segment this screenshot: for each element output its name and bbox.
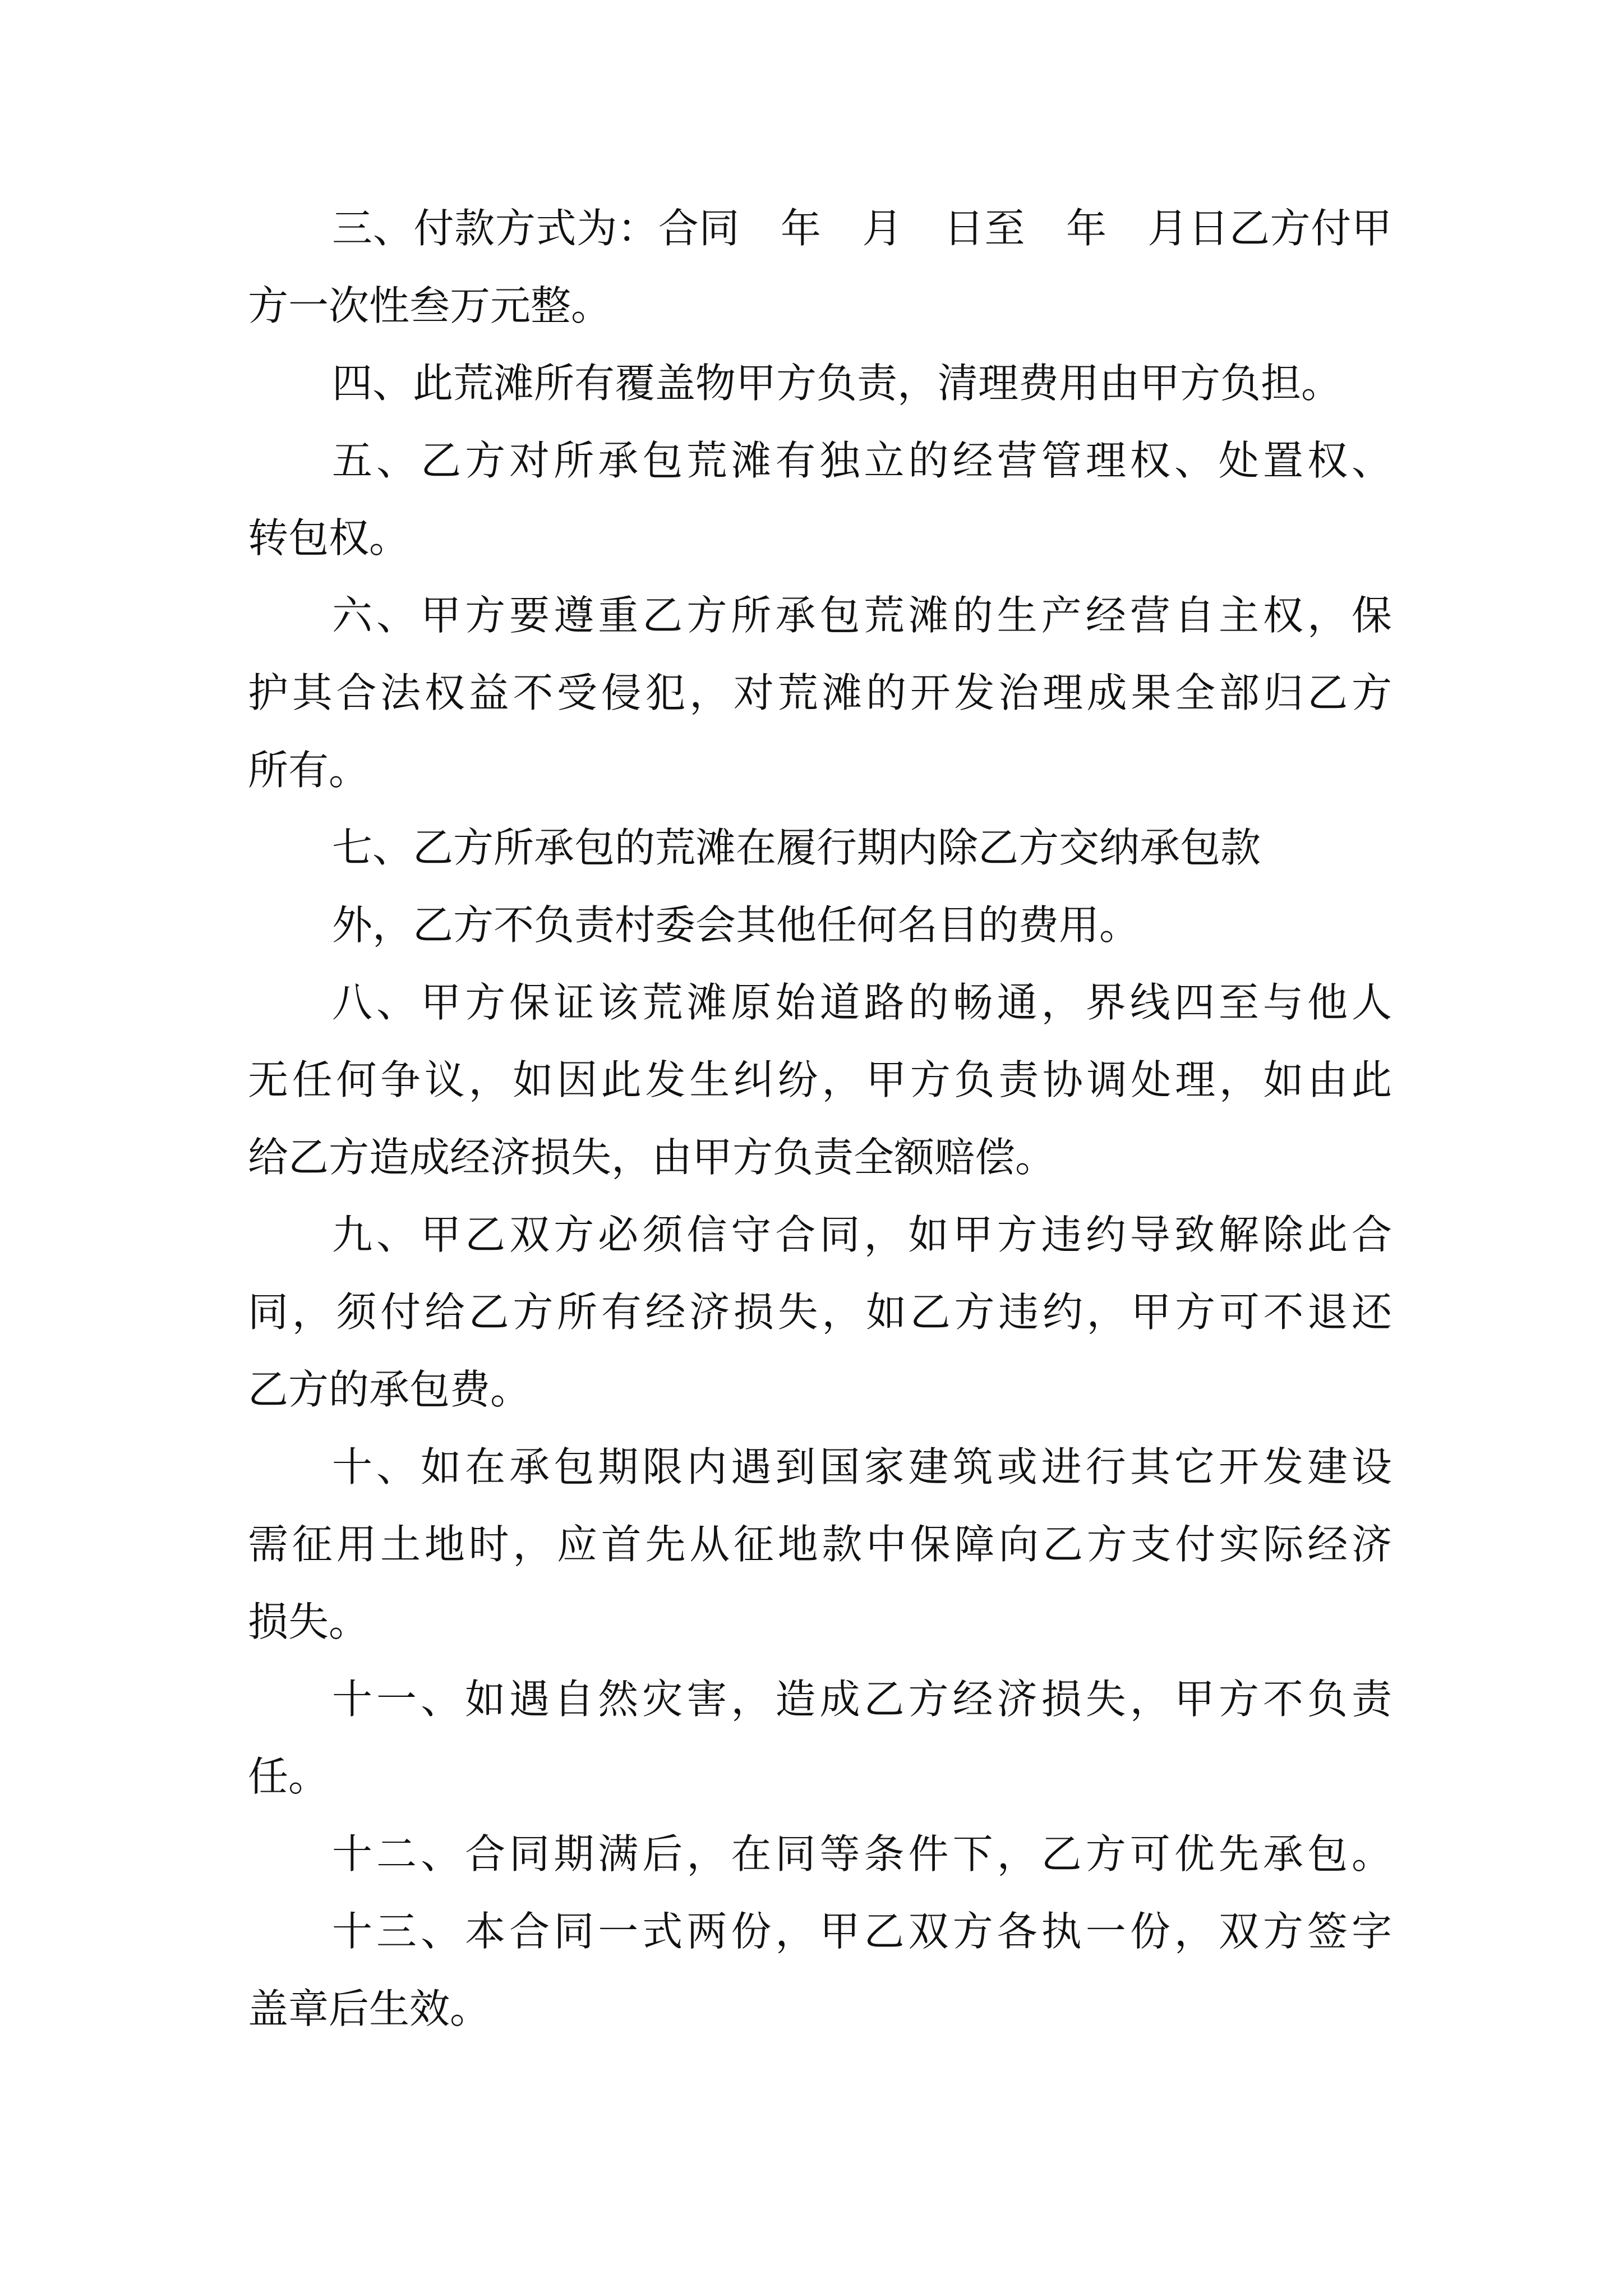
clause-5-line-2: 转包权。 — [248, 514, 410, 562]
clause-11-line-1: 十一、如遇自然灾害，造成乙方经济损失，甲方不负责 — [332, 1676, 1392, 1723]
clause-3 — [248, 190, 1392, 344]
clause-12-line-1: 十二、合同期满后，在同等条件下，乙方可优先承包。 — [332, 1830, 1392, 1878]
contract-text — [248, 190, 1392, 2047]
clause-8-line-2: 无任何争议，如因此发生纠纷，甲方负责协调处理，如由此 — [248, 1056, 1392, 1103]
clause-5 — [248, 422, 1392, 577]
clause-7-line-2: 外，乙方不负责村委会其他任何名目的费用。 — [332, 901, 1140, 949]
clause-4-line-1: 四、此荒滩所有覆盖物甲方负责，清理费用由甲方负担。 — [332, 360, 1342, 407]
clause-8 — [248, 964, 1392, 1196]
clause-7-line-1: 七、乙方所承包的荒滩在履行期内除乙方交纳承包款 — [332, 824, 1261, 871]
clause-8-line-1: 八、甲方保证该荒滩原始道路的畅通，界线四至与他人 — [332, 979, 1392, 1026]
clause-9-line-1: 九、甲乙双方必须信守合同，如甲方违约导致解除此合 — [332, 1211, 1392, 1258]
clause-10-line-1: 十、如在承包期限内遇到国家建筑或进行其它开发建设 — [332, 1443, 1392, 1490]
clause-9 — [248, 1196, 1392, 1428]
clause-8-line-3: 给乙方造成经济损失，由甲方负责全额赔偿。 — [248, 1134, 1056, 1181]
clause-9-line-2: 同，须付给乙方所有经济损失，如乙方违约，甲方可不退还 — [248, 1289, 1392, 1336]
clause-6 — [248, 577, 1392, 809]
clause-13-line-1: 十三、本合同一式两份，甲乙双方各执一份，双方签字 — [332, 1908, 1392, 1955]
clause-9-line-3: 乙方的承包费。 — [248, 1366, 531, 1413]
clause-13-line-2: 盖章后生效。 — [248, 1985, 491, 2032]
clause-7 — [248, 809, 1392, 964]
clause-6-line-2: 护其合法权益不受侵犯，对荒滩的开发治理成果全部归乙方 — [248, 669, 1392, 716]
clause-10-line-3: 损失。 — [248, 1598, 370, 1645]
clause-5-line-1: 五、乙方对所承包荒滩有独立的经营管理权、处置权、 — [332, 437, 1392, 484]
clause-13 — [248, 1893, 1392, 2047]
clause-6-line-3: 所有。 — [248, 747, 370, 794]
clause-4 — [248, 344, 1392, 422]
clause-6-line-1: 六、甲方要遵重乙方所承包荒滩的生产经营自主权，保 — [332, 592, 1392, 639]
clause-11-line-2: 任。 — [248, 1753, 329, 1800]
clause-3-line-1: 三、付款方式为：合同 年 月 日至 年 月日乙方付甲 — [332, 205, 1392, 252]
clause-3-line-2: 方一次性叁万元整。 — [248, 282, 612, 329]
clause-12 — [248, 1815, 1392, 1893]
clause-10-line-2: 需征用土地时，应首先从征地款中保障向乙方支付实际经济 — [248, 1521, 1392, 1568]
clause-10 — [248, 1428, 1392, 1660]
clause-11 — [248, 1660, 1392, 1815]
